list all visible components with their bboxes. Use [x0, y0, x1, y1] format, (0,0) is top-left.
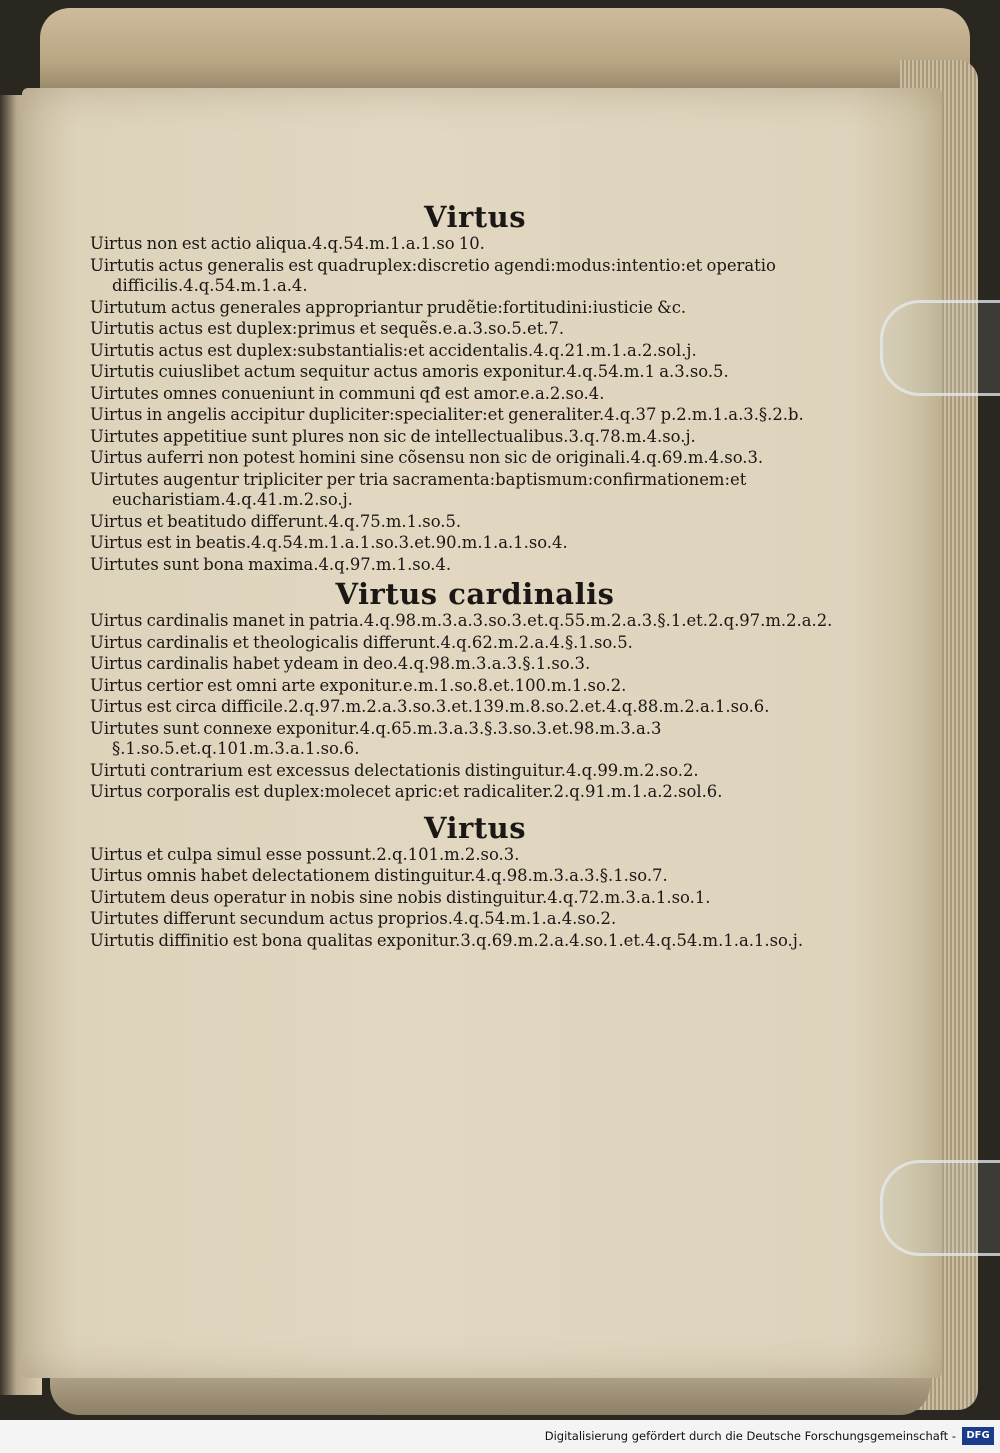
section-heading: Virtus	[423, 810, 527, 845]
index-entry: Uirtutem deus operatur in nobis sine nobis distinguitur.4.q.72.m.3.a.1.so.1.	[90, 887, 711, 907]
index-entry: Uirtus est in beatis.4.q.54.m.1.a.1.so.3.et.90.m.1.a.1.so.4.	[90, 533, 568, 552]
index-entry: Uirtutum actus generales appropriantur prudẽtie:fortitudini:iusticie &c.	[90, 297, 687, 317]
index-entry: Uirtutes augentur tripliciter per tria sacramenta:baptismum:confirmationem:et eucharistiam.4.q.41.m.2.so.j.	[90, 469, 747, 509]
page-text	[90, 200, 860, 952]
index-entry: Uirtus corporalis est duplex:molecet apric:et radicaliter.2.q.91.m.1.a.2.sol.6.	[90, 782, 723, 801]
index-entry: Uirtus in angelis accipitur dupliciter:specialiter:et generaliter.4.q.37 p.2.m.1.a.3.§.2.b.	[90, 405, 804, 424]
index-entry: Uirtuti contrarium est excessus delectationis distinguitur.4.q.99.m.2.so.2.	[90, 760, 699, 780]
footer-bar	[0, 1420, 1000, 1453]
index-entry: Uirtutes appetitiue sunt plures non sic de intellectualibus.3.q.78.m.4.so.j.	[90, 426, 696, 446]
dfg-logo: DFG	[962, 1427, 994, 1445]
section-virtus-entries	[90, 234, 860, 575]
index-entry: Uirtus cardinalis habet ydeam in deo.4.q.98.m.3.a.3.§.1.so.3.	[90, 654, 591, 673]
page-clip-top	[880, 300, 1000, 396]
index-entry: Uirtus omnis habet delectationem distinguitur.4.q.98.m.3.a.3.§.1.so.7.	[90, 866, 668, 885]
book-top-edge	[40, 8, 970, 98]
section-virtus-cardinalis-entries	[90, 611, 860, 803]
index-entry: Uirtus certior est omni arte exponitur.e.m.1.so.8.et.100.m.1.so.2.	[90, 675, 627, 695]
section-heading: Virtus cardinalis	[335, 577, 615, 611]
index-entry: Uirtus est circa difficile.2.q.97.m.2.a.3.so.3.et.139.m.8.so.2.et.4.q.88.m.2.a.1.so.6.	[90, 697, 770, 716]
index-entry: Uirtutis actus generalis est quadruplex:discretio agendi:modus:intentio:et operatio difficilis.4.q.54.m.1.a.4.	[90, 255, 776, 295]
index-entry: Uirtutes sunt connexe exponitur.4.q.65.m.3.a.3.§.3.so.3.et.98.m.3.a.3 §.1.so.5.et.q.101.m.3.a.1.so.6.	[90, 718, 662, 758]
index-entry: Uirtutes differunt secundum actus proprios.4.q.54.m.1.a.4.so.2.	[90, 909, 617, 928]
index-entry: Uirtutes sunt bona maxima.4.q.97.m.1.so.4.	[90, 554, 452, 574]
funding-credit: Digitalisierung gefördert durch die Deutsche Forschungsgemeinschaft -	[544, 1429, 956, 1443]
index-entry: Uirtus non est actio aliqua.4.q.54.m.1.a.1.so 10.	[90, 234, 485, 253]
index-entry: Uirtutes omnes conueniunt in communi qđ est amor.e.a.2.so.4.	[90, 383, 605, 403]
index-entry: Uirtutis diffinitio est bona qualitas exponitur.3.q.69.m.2.a.4.so.1.et.4.q.54.m.1.a.1.so.j.	[90, 930, 804, 950]
index-entry: Uirtus cardinalis et theologicalis differunt.4.q.62.m.2.a.4.§.1.so.5.	[90, 632, 633, 652]
page-clip-bottom	[880, 1160, 1000, 1256]
index-entry: Uirtus cardinalis manet in patria.4.q.98.m.3.a.3.so.3.et.q.55.m.2.a.3.§.1.et.2.q.97.m.2.a.2.	[90, 611, 833, 630]
index-entry: Uirtutis cuiuslibet actum sequitur actus amoris exponitur.4.q.54.m.1 a.3.so.5.	[90, 362, 729, 381]
index-entry: Uirtutis actus est duplex:substantialis:et accidentalis.4.q.21.m.1.a.2.sol.j.	[90, 340, 697, 360]
index-entry: Uirtus auferri non potest homini sine cõsensu non sic de originali.4.q.69.m.4.so.3.	[90, 448, 764, 467]
section-heading: Virtus	[423, 200, 527, 234]
index-entry: Uirtus et culpa simul esse possunt.2.q.101.m.2.so.3.	[90, 844, 520, 864]
index-entry: Uirtutis actus est duplex:primus et sequẽs.e.a.3.so.5.et.7.	[90, 319, 565, 338]
section-virtus-entries-2	[90, 845, 860, 952]
index-entry: Uirtus et beatitudo differunt.4.q.75.m.1.so.5.	[90, 511, 462, 531]
